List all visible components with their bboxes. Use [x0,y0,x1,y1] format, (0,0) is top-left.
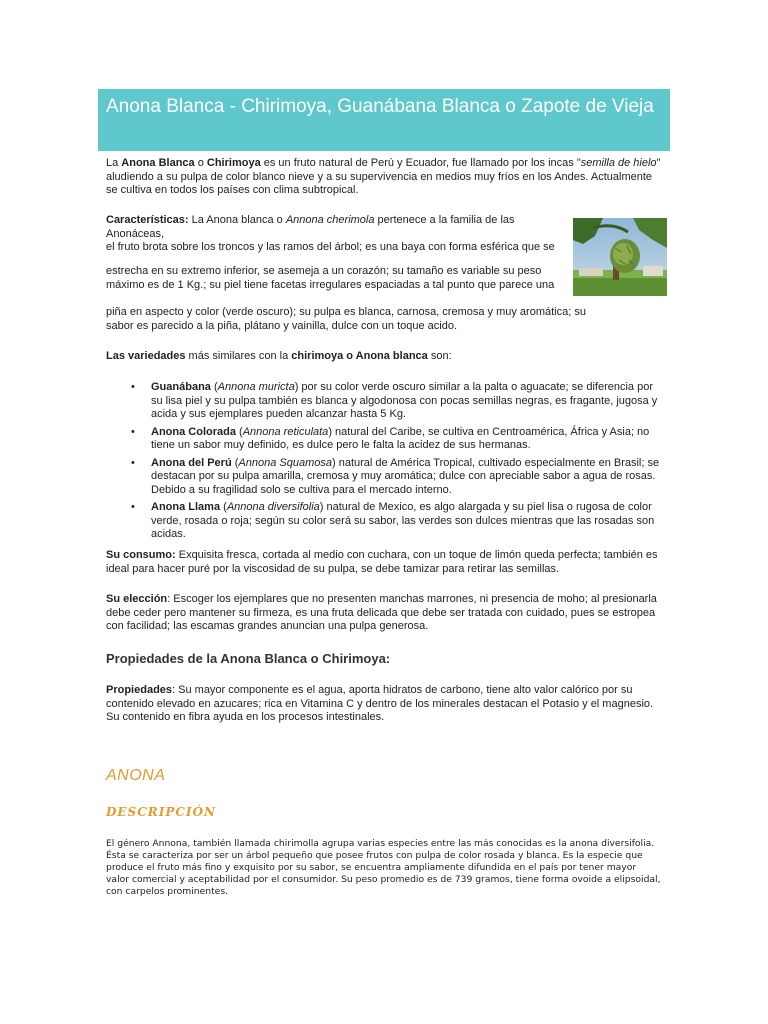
descripcion-paragraph: El género Annona, también llamada chirimolla agrupa varias especies entre las más conocidas es la anona diversifolia. Ésta se caracteriza por ser un árbol pequeño que posee frutos con pulpa de color rosada y blanca. Es la especie que produce el fruto más fino y exquisito por su sabor, se encuentra ampliamente difundida en el país por tener mayor valor comercial y aceptabilidad por el consumidor. Su peso promedio es de 739 gramos, tiene forma ovoide a elipsoidal, con carpelos prominentes. [106,838,661,897]
page-title: Anona Blanca - Chirimoya, Guanábana Blanca o Zapote de Vieja [98,89,670,151]
variedades-intro: Las variedades más similares con la chirimoya o Anona blanca son: [106,350,452,362]
chirimoya-photo [573,218,667,296]
caracteristicas-paragraph-1: Características: La Anona blanca o Annona cherimola pertenece a la familia de las Anonáceas, el fruto brota sobre los troncos y las ramos del árbol; es una baya con forma esférica que se [106,214,555,253]
varieties-list [106,381,666,546]
list-item: • Guanábana (Annona muricta) por su color verde oscuro similar a la palta o aguacate; se diferencia por su lisa piel y su pulpa también es blanca y algodonosa con pocas semillas negras, es fragante, jugosa y acida y sus ejemplares pueden alcanzar hasta 5 Kg. [131,381,658,420]
fruit-tree-image [573,218,667,296]
descripcion-heading: DESCRIPCIÓN [106,805,216,819]
intro-paragraph: La Anona Blanca o Chirimoya es un fruto natural de Perú y Ecuador, fue llamado por los incas "semilla de hielo" aludiendo a su pulpa de color blanco nieve y a su supervivencia en medios muy fríos en los Andes. Actualmente se cultiva en todos los países con clima subtropical. [106,157,661,196]
list-item: • Anona Llama (Annona diversifolia) natural de Mexico, es algo alargada y su piel lisa o rugosa de color verde, rosada o roja; según su color será su sabor, las verdes son dulces mientras que las rosadas son acidas. [131,501,655,540]
list-item: • Anona Colorada (Annona reticulata) natural del Caribe, se cultiva en Centroamérica, África y Asia; no tiene un sabor muy definido, es dulce pero le falta la acidez de sus hermanas. [131,425,650,451]
anona-heading: ANONA [106,767,166,784]
consumo-paragraph: Su consumo: Exquisita fresca, cortada al medio con cuchara, con un toque de limón queda perfecta; también es ideal para hacer puré por la viscosidad de su pulpa, se debe tamizar para retirar las semillas. [106,549,658,575]
caracteristicas-paragraph-2: estrecha en su extremo inferior, se asemeja a un corazón; su tamaño es variable su peso máximo es de 1 Kg.; su piel tiene facetas irregulares espaciadas a tal punto que parece una [106,265,555,291]
propiedades-heading: Propiedades de la Anona Blanca o Chirimoya: [106,651,391,666]
list-item: • Anona del Perú (Annona Squamosa) natural de América Tropical, cultivado especialmente en Brasil; se destacan por su pulpa amarilla, cremosa y muy aromática; dulce con apreciable sabor a agua de rosas. Debido a su fragilidad solo se cultiva para el mercado interno. [131,456,660,496]
propiedades-paragraph: Propiedades: Su mayor componente es el agua, aporta hidratos de carbono, tiene alto valor calórico por su contenido elevado en azucares; rica en Vitamina C y dentro de los minerales destacan el Potasio y el magnesio. Su contenido en fibra ayuda en los procesos intestinales. [106,684,654,723]
eleccion-paragraph: Su elección: Escoger los ejemplares que no presenten manchas marrones, ni presencia de moho; al presionarla debe ceder pero mantener su firmeza, es una fruta delicada que debe ser tratada con cuidado, pues se estropea con facilidad; las escamas grandes anuncian una pulpa generosa. [106,593,657,632]
caracteristicas-paragraph-3: piña en aspecto y color (verde oscuro); su pulpa es blanca, carnosa, cremosa y muy aromática; su sabor es parecido a la piña, plátano y vainilla, dulce con un toque acido. [106,306,586,332]
